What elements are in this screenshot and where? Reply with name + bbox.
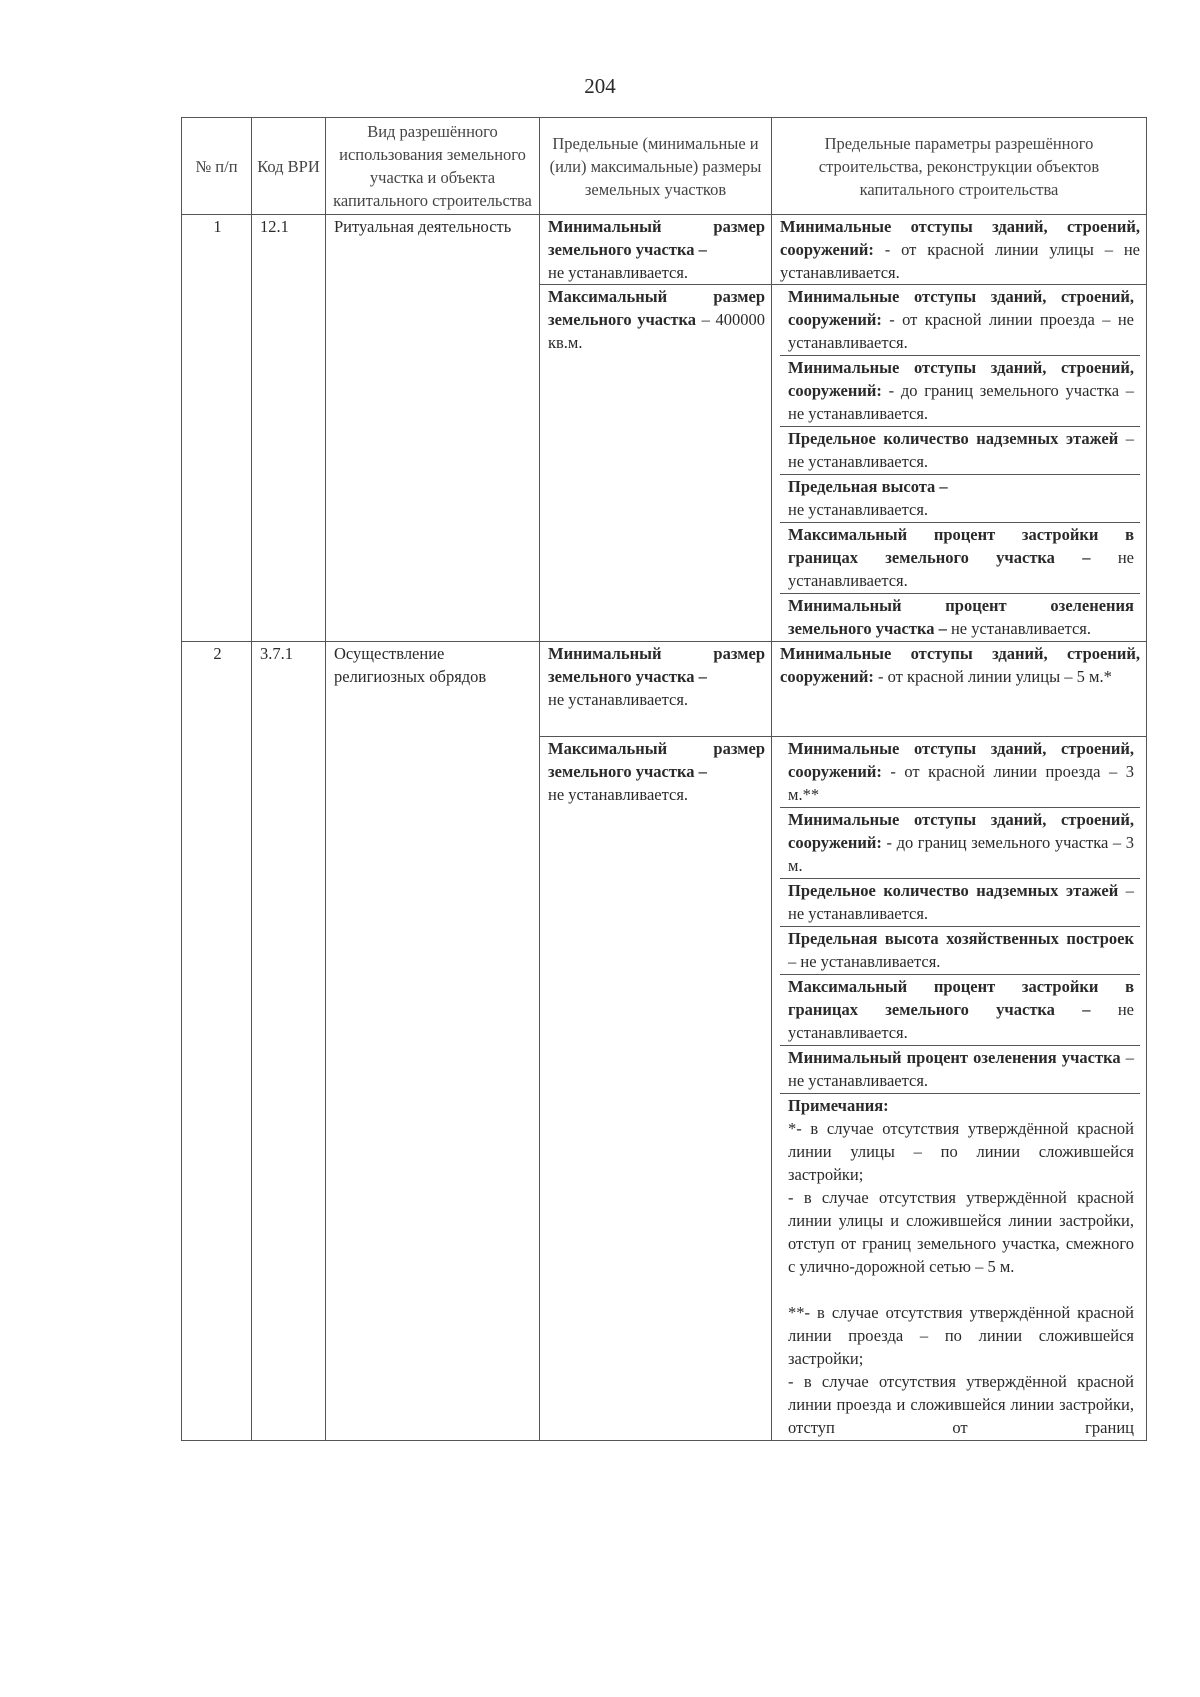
param-value: не устанавливается. — [950, 619, 1092, 638]
min-size-value: не устанавливается. — [548, 690, 689, 709]
row-code: 12.1 — [252, 215, 326, 642]
param-label: Минимальные отступы зданий, строений, сооружений: — [788, 810, 1134, 852]
max-size-label: Максимальный размер земельного участка – — [548, 739, 765, 781]
param-block — [780, 523, 1140, 594]
param-value: - от красной линии улицы – 5 м.* — [878, 667, 1112, 686]
param-label: Предельная высота хозяйственных построек — [788, 929, 1134, 948]
param-value: – не устанавливается. — [788, 881, 1134, 923]
param-label: Минимальные отступы зданий, строений, сооружений: — [780, 644, 1140, 686]
table-row — [182, 642, 1147, 737]
param-label: Минимальные отступы зданий, строений, сооружений: — [788, 358, 1134, 400]
param-value: - до границ земельного участка – 3 м. — [788, 833, 1135, 875]
header-code: Код ВРИ — [252, 118, 326, 215]
param-label: Предельное количество надземных этажей — [788, 429, 1119, 448]
min-size-value: не устанавливается. — [548, 263, 689, 282]
param-block — [780, 737, 1140, 808]
regulations-table — [181, 117, 1147, 1441]
param-value: не устанавливается. — [788, 548, 1134, 590]
header-num: № п/п — [182, 118, 252, 215]
notes-block — [780, 1094, 1140, 1440]
param-block — [780, 594, 1140, 641]
param-label: Максимальный процент застройки в границах земельного участка – — [788, 977, 1134, 1019]
header-row — [182, 118, 1147, 215]
param-label: Предельное количество надземных этажей — [788, 881, 1119, 900]
param-block — [780, 427, 1140, 475]
param-value: не устанавливается. — [788, 500, 929, 519]
header-use-type: Вид разрешённого использования земельного участка и объекта капитального строительства — [326, 118, 540, 215]
param-cell — [772, 215, 1147, 285]
param-block — [780, 356, 1140, 427]
note-paragraph: - в случае отсутствия утверждённой красной линии проезда и сложившейся линии застройки, отступ от границ — [788, 1372, 1134, 1437]
param-value: не устанавливается. — [788, 1000, 1134, 1042]
row-code: 3.7.1 — [252, 642, 326, 1441]
header-sizes: Предельные (минимальные и (или) максимальные) размеры земельных участков — [540, 118, 772, 215]
row-use: Ритуальная деятельность — [326, 215, 540, 642]
param-label: Минимальный процент озеленения земельного участка – — [788, 596, 1134, 638]
max-size-value: не устанавливается. — [548, 785, 689, 804]
param-block — [780, 475, 1140, 523]
param-block — [780, 927, 1140, 975]
row-num: 2 — [182, 642, 252, 1441]
max-size-label: Максимальный размер земельного участка — [548, 287, 765, 329]
param-block — [780, 808, 1140, 879]
param-value: - до границ земельного участка – не устанавливается. — [788, 381, 1134, 423]
param-value: – не устанавливается. — [788, 952, 941, 971]
param-value: – не устанавливается. — [788, 429, 1134, 471]
param-value: - от красной линии улицы – не устанавливается. — [780, 240, 1141, 282]
param-label: Минимальные отступы зданий, строений, сооружений: — [780, 217, 1140, 259]
min-size-cell — [540, 642, 772, 737]
min-size-label: Минимальный размер земельного участка – — [548, 217, 765, 259]
notes-title: Примечания: — [788, 1096, 889, 1115]
page-number: 204 — [584, 74, 616, 98]
param-cell — [772, 642, 1147, 737]
param-label: Минимальные отступы зданий, строений, сооружений: — [788, 739, 1134, 781]
param-block — [780, 879, 1140, 927]
param-block — [780, 975, 1140, 1046]
table-row — [182, 215, 1147, 285]
header-params: Предельные параметры разрешённого строительства, реконструкции объектов капитального строительства — [772, 118, 1147, 215]
param-value: – не устанавливается. — [788, 1048, 1135, 1090]
param-label: Минимальные отступы зданий, строений, сооружений: — [788, 287, 1134, 329]
param-value: - от красной линии проезда – не устанавливается. — [788, 310, 1135, 352]
params-group — [772, 285, 1147, 642]
param-block — [780, 1046, 1140, 1094]
param-label: Максимальный процент застройки в границах земельного участка – — [788, 525, 1134, 567]
min-size-cell — [540, 215, 772, 285]
note-paragraph: *- в случае отсутствия утверждённой красной линии улицы – по линии сложившейся застройки; — [788, 1119, 1134, 1184]
min-size-label: Минимальный размер земельного участка – — [548, 644, 765, 686]
params-group — [772, 737, 1147, 1441]
row-num: 1 — [182, 215, 252, 642]
note-paragraph: **- в случае отсутствия утверждённой красной линии проезда – по линии сложившейся застройки; — [788, 1303, 1134, 1368]
param-label: Предельная высота – — [788, 477, 948, 496]
param-value: - от красной линии проезда – 3 м.** — [788, 762, 1134, 804]
row-use: Осуществление религиозных обрядов — [326, 642, 540, 1441]
max-size-value: – 400000 кв.м. — [548, 310, 765, 352]
max-size-cell — [540, 285, 772, 642]
param-block — [780, 285, 1140, 356]
max-size-cell — [540, 737, 772, 1441]
note-paragraph: - в случае отсутствия утверждённой красной линии улицы и сложившейся линии застройки, отступ от границ земельного участка, смежного с улично-дорожной сетью – 5 м. — [788, 1188, 1134, 1276]
param-label: Минимальный процент озеленения участка — [788, 1048, 1121, 1067]
